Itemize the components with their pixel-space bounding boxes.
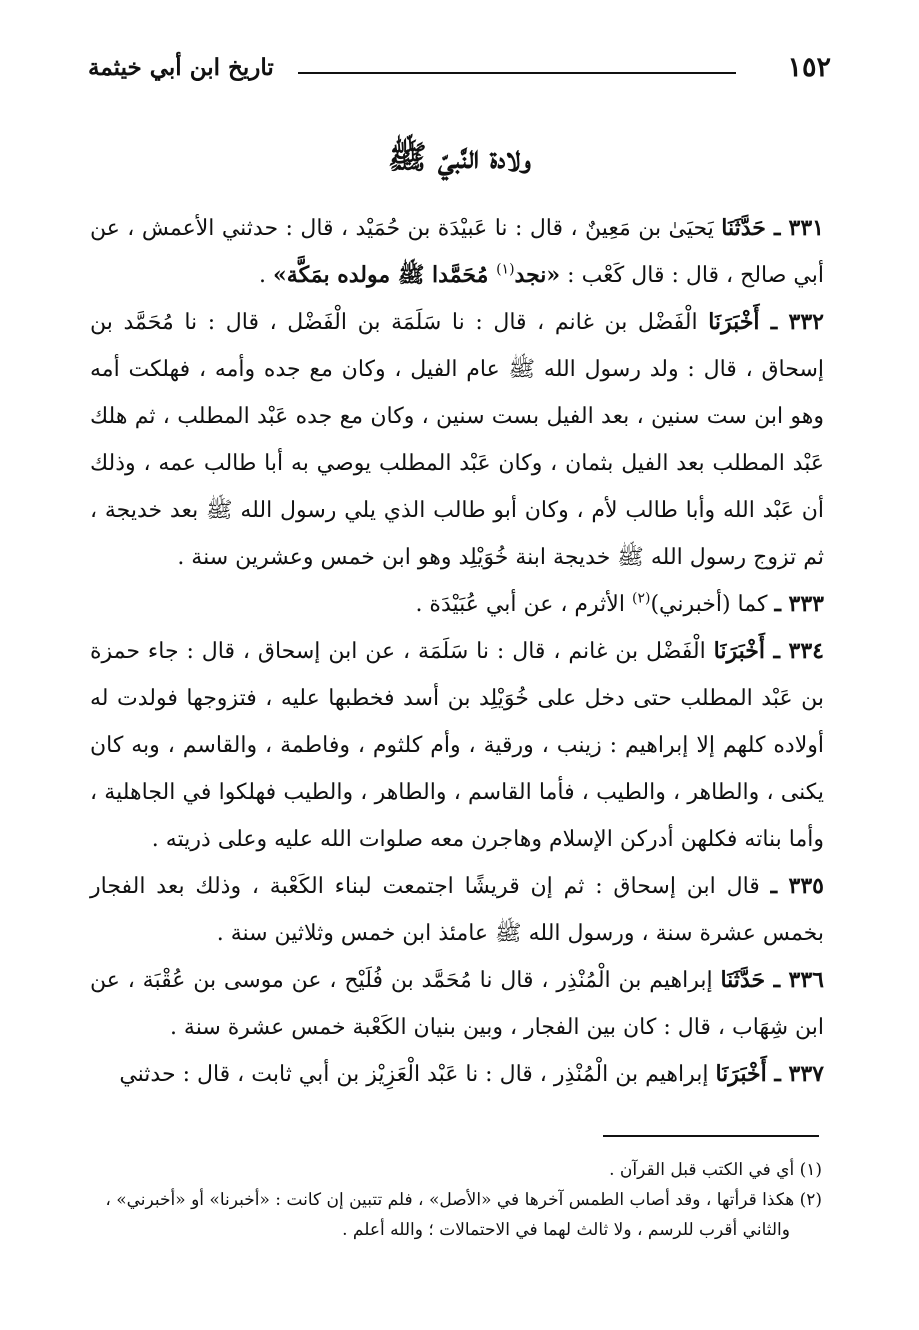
page-header (88, 50, 831, 90)
paragraph-text: كما (أخبرني) (650, 592, 775, 617)
paragraph-text: . (259, 263, 274, 288)
running-title: تاريخ ابن أبي خيثمة (88, 54, 274, 81)
paragraph-lead: ٣٣٣ ـ (774, 591, 824, 617)
page-number: ١٥٢ (787, 52, 831, 83)
quoted-text: «نجد (514, 262, 561, 288)
footnote-marker: (١) (496, 261, 515, 278)
footnote-1 (88, 1155, 822, 1185)
paragraph-335 (90, 863, 824, 957)
paragraph-text: الْفَضْل بن غانم ، قال : نا سَلَمَة ، عن ابن إسحاق ، قال : جاء حمزة بن عَبْد المطلب حتى دخل على خُوَيْلِد بن أسد فخطبها عليه ، فتزوجها فولدت له أولاده كلهم إلا إبراهيم : زينب ، ورقية ، وأم كلثوم ، وفاطمة ، والقاسم ، وبه كان يكنى ، والطاهر ، والطيب ، فأما القاسم ، والطاهر ، والطيب فهلكوا في الجاهلية ، وأما بناته فكلهن أدركن الإسلام وهاجرن معه صلوات الله عليه وعلى ذريته . (90, 639, 824, 852)
paragraph-lead: ٣٣٢ ـ أَخْبَرَنَا (708, 309, 824, 335)
paragraph-334 (90, 628, 824, 863)
footnote-rule (603, 1135, 819, 1137)
paragraph-333 (90, 581, 824, 628)
paragraph-lead: ٣٣٥ ـ (770, 873, 824, 899)
paragraph-336 (90, 957, 824, 1051)
paragraph-text: إبراهيم بن الْمُنْذِر ، قال نا مُحَمَّد بن فُلَيْح ، عن موسى بن عُقْبَة ، عن ابن شِهَاب ، قال : كان بين الفجار ، وبين بنيان الكَعْبة خمس عشرة سنة . (90, 968, 824, 1040)
paragraph-text: الْفَضْل بن غانم ، قال : نا سَلَمَة بن الْفَضْل ، قال : نا مُحَمَّد بن إسحاق ، قال : ولد رسول الله ﷺ عام الفيل ، وكان مع جده وأمه ، فهلكت أمه وهو ابن ست سنين ، بعد الفيل بست سنين ، وكان مع جده عَبْد المطلب ، ثم هلك عَبْد المطلب بعد الفيل بثمان ، وكان عَبْد المطلب يوصي به أبا طالب عمه ، وذلك أن عَبْد الله وأبا طالب لأم ، وكان أبو طالب الذي يلي رسول الله ﷺ بعد خديجة ، ثم تزوج رسول الله ﷺ خديجة ابنة خُوَيْلِد وهو ابن خمس وعشرين سنة . (90, 310, 824, 570)
footnote-2 (88, 1185, 822, 1245)
footnote-marker: (٢) (631, 590, 651, 607)
paragraph-lead: ٣٣٤ ـ أَخْبَرَنَا (713, 638, 824, 664)
paragraph-lead: ٣٣١ ـ حَدَّثَنَا (721, 215, 824, 241)
footnote-continuation: والثاني أقرب للرسم ، ولا ثالث لهما في الاحتمالات ؛ والله أعلم . (342, 1220, 790, 1240)
paragraph-lead: ٣٣٦ ـ حَدَّثَنَا (720, 967, 824, 993)
footnote-text: (٢) هكذا قرأتها ، وقد أصاب الطمس آخرها في «الأصل» ، فلم تتبين إن كانت : «أخبرنا» أو «أخبرني» ، (105, 1190, 822, 1210)
paragraph-text: إبراهيم بن الْمُنْذِر ، قال : نا عَبْد الْعَزِيْز بن أبي ثابت ، قال : حدثني (119, 1062, 716, 1087)
paragraph-text: يَحيَىٰ بن مَعِينٌ ، قال : نا عَبيْدَة بن حُمَيْد ، قال : حدثني الأعمش ، عن أبي صالح ، قال : قال كَعْب : (90, 216, 824, 288)
chapter-title: ولادة النَّبيّ ﷺ (388, 138, 531, 176)
paragraph-331 (90, 205, 824, 299)
quoted-text: مُحَمَّدا ﷺ مولده بمَكَّة» (273, 262, 497, 288)
paragraph-lead: ٣٣٧ ـ أَخْبَرَنَا (715, 1061, 824, 1087)
footnote-text: (١) أي في الكتب قبل القرآن . (609, 1160, 822, 1180)
main-text (90, 205, 824, 1098)
paragraph-text: الأثرم ، عن أبي عُبَيْدَة . (415, 592, 632, 617)
paragraph-337 (90, 1051, 824, 1098)
paragraph-332 (90, 299, 824, 581)
paragraph-text: قال ابن إسحاق : ثم إن قريشًا اجتمعت لبناء الكَعْبة ، وذلك بعد الفجار بخمس عشرة سنة ، ورسول الله ﷺ عامئذ ابن خمس وثلاثين سنة . (90, 874, 824, 946)
header-rule (298, 72, 736, 74)
footnotes (88, 1155, 822, 1245)
